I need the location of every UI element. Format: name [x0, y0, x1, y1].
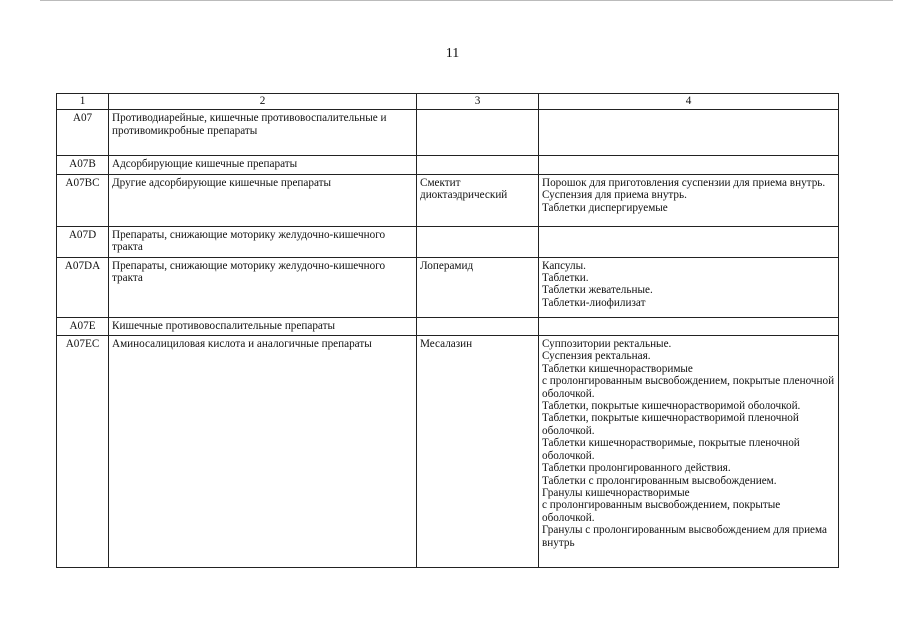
substance-cell — [417, 110, 539, 156]
dosage-form-line: Порошок для приготовления суспензии для приема внутрь. — [542, 176, 826, 189]
table-row — [57, 336, 839, 568]
pharmacological-group-cell: Адсорбирующие кишечные препараты — [109, 156, 417, 174]
dosage-forms-cell — [539, 174, 839, 226]
pharmacological-group-cell: Аминосалициловая кислота и аналогичные препараты — [109, 336, 417, 568]
dosage-form-line: Таблетки с пролонгированным высвобождением. — [542, 474, 777, 487]
dosage-form-line: с пролонгированным высвобождением, покрытые оболочкой. — [542, 499, 781, 524]
substance-cell: Месалазин — [417, 336, 539, 568]
substance-cell: Смектит диоктаэдрический — [417, 174, 539, 226]
dosage-forms-cell — [539, 257, 839, 317]
column-header-1: 1 — [57, 94, 109, 110]
substance-cell — [417, 156, 539, 174]
table-row — [57, 317, 839, 335]
dosage-forms-cell — [539, 317, 839, 335]
table-row — [57, 156, 839, 174]
atc-code-cell: A07E — [57, 317, 109, 335]
dosage-forms-cell — [539, 226, 839, 257]
atc-code-cell: A07BC — [57, 174, 109, 226]
dosage-forms-cell — [539, 156, 839, 174]
table-row — [57, 110, 839, 156]
dosage-form-line: Таблетки диспергируемые — [542, 201, 668, 214]
table-body — [57, 110, 839, 568]
dosage-form-line: Таблетки, покрытые кишечнорастворимой пленочной оболочкой. — [542, 412, 799, 437]
dosage-form-line: Суспензия ректальная. — [542, 350, 651, 363]
page-number: 11 — [445, 46, 460, 61]
pharmacological-group-cell: Кишечные противовоспалительные препараты — [109, 317, 417, 335]
atc-code-cell: A07 — [57, 110, 109, 156]
pharmacological-group-cell: Препараты, снижающие моторику желудочно-кишечного тракта — [109, 257, 417, 317]
drug-table — [56, 93, 839, 568]
dosage-form-line: с пролонгированным высвобождением, покрытые пленочной оболочкой. — [542, 375, 835, 400]
dosage-form-line: Суппозитории ректальные. — [542, 338, 672, 351]
table-header-row — [57, 94, 839, 110]
table-row — [57, 174, 839, 226]
dosage-form-line: Гранулы с пролонгированным высвобождением для приема внутрь — [542, 524, 827, 549]
dosage-form-line: Таблетки-лиофилизат — [542, 296, 646, 309]
dosage-form-line: Таблетки кишечнорастворимые, покрытые пленочной оболочкой. — [542, 437, 800, 462]
substance-cell — [417, 226, 539, 257]
atc-code-cell: A07DA — [57, 257, 109, 317]
dosage-form-line: Таблетки жевательные. — [542, 284, 653, 297]
pharmacological-group-cell: Препараты, снижающие моторику желудочно-кишечного тракта — [109, 226, 417, 257]
dosage-form-line: Таблетки. — [542, 272, 589, 285]
dosage-forms-cell — [539, 336, 839, 568]
dosage-forms-cell — [539, 110, 839, 156]
dosage-form-line: Таблетки, покрытые кишечнорастворимой оболочкой. — [542, 400, 801, 413]
dosage-form-line: Гранулы кишечнорастворимые — [542, 486, 690, 499]
column-header-3: 3 — [417, 94, 539, 110]
atc-code-cell: A07B — [57, 156, 109, 174]
scan-edge-line — [40, 0, 893, 1]
substance-cell — [417, 317, 539, 335]
dosage-form-line: Таблетки пролонгированного действия. — [542, 462, 731, 475]
column-header-4: 4 — [539, 94, 839, 110]
pharmacological-group-cell: Противодиарейные, кишечные противовоспалительные и противомикробные препараты — [109, 110, 417, 156]
dosage-form-line: Суспензия для приема внутрь. — [542, 189, 687, 202]
pharmacological-group-cell: Другие адсорбирующие кишечные препараты — [109, 174, 417, 226]
dosage-form-line: Капсулы. — [542, 259, 586, 272]
substance-cell: Лоперамид — [417, 257, 539, 317]
table-row — [57, 226, 839, 257]
atc-code-cell: A07EC — [57, 336, 109, 568]
dosage-form-line: Таблетки кишечнорастворимые — [542, 362, 693, 375]
atc-code-cell: A07D — [57, 226, 109, 257]
column-header-2: 2 — [109, 94, 417, 110]
table-row — [57, 257, 839, 317]
